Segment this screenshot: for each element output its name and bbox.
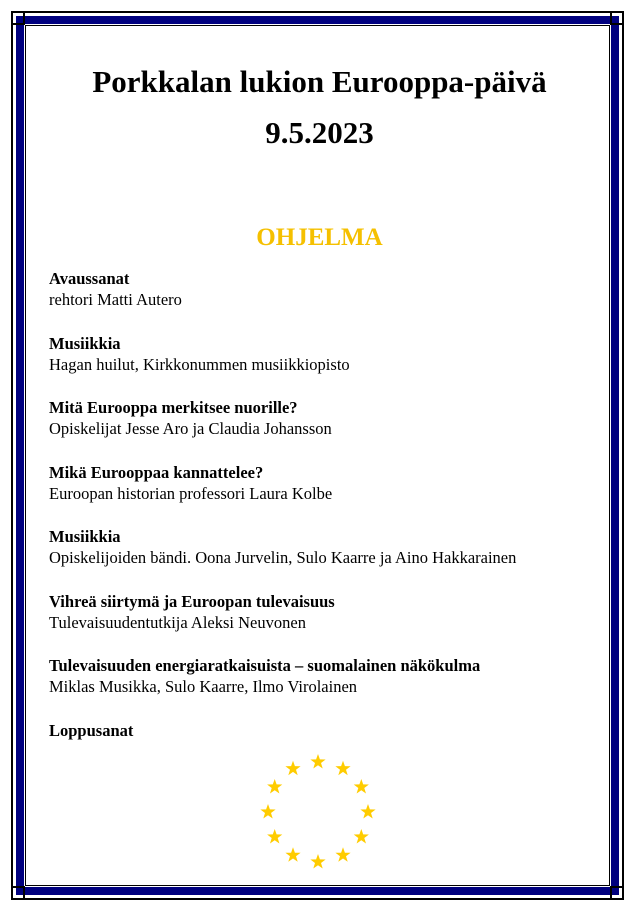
program-item-title: Musiikkia — [49, 527, 121, 546]
border-corner — [610, 11, 624, 25]
star-icon — [335, 847, 350, 862]
program-item-title: Vihreä siirtymä ja Euroopan tulevaisuus — [49, 591, 335, 611]
program-item-title: Tulevaisuuden energiaratkaisuista – suomalainen näkökulma — [49, 656, 481, 675]
program-item-detail: rehtori Matti Autero — [49, 290, 182, 309]
program-item — [49, 655, 516, 720]
star-icon — [260, 804, 275, 819]
document-title: Porkkalan lukion Eurooppa-päivä — [92, 64, 547, 99]
program-item — [49, 591, 516, 656]
star-icon — [267, 779, 282, 794]
program-item — [49, 526, 516, 591]
program-item — [49, 333, 516, 398]
program-heading: OHJELMA — [256, 224, 383, 251]
program-item-detail: Opiskelijoiden bändi. Oona Jurvelin, Sulo Kaarre ja Aino Hakkarainen — [49, 548, 517, 567]
star-icon — [310, 754, 325, 769]
program-item-title: Avaussanat — [49, 269, 130, 288]
program-item-title: Musiikkia — [49, 333, 121, 353]
program-item-detail: Euroopan historian professori Laura Kolbe — [49, 483, 333, 503]
program-item-title: Loppusanat — [49, 720, 134, 740]
event-date: 9.5.2023 — [265, 115, 374, 150]
border-corner — [610, 886, 624, 900]
program-list — [49, 268, 516, 784]
program-item — [49, 462, 516, 527]
star-icon — [335, 761, 350, 776]
program-item — [49, 268, 516, 333]
border-corner — [11, 11, 25, 25]
star-icon — [285, 847, 300, 862]
star-icon — [360, 804, 375, 819]
border-corner — [11, 886, 25, 900]
program-item-detail: Tulevaisuudentutkija Aleksi Neuvonen — [49, 612, 306, 632]
program-item — [49, 397, 516, 462]
program-item-title: Mikä Eurooppaa kannattelee? — [49, 462, 264, 482]
eu-stars-icon — [250, 745, 390, 880]
star-icon — [310, 854, 325, 869]
program-item-detail: Hagan huilut, Kirkkonummen musiikkiopisto — [49, 354, 350, 374]
star-icon — [285, 761, 300, 776]
program-item-title: Mitä Eurooppa merkitsee nuorille? — [49, 398, 298, 417]
star-icon — [354, 779, 369, 794]
star-icon — [354, 829, 369, 844]
star-icon — [267, 829, 282, 844]
program-item-detail: Opiskelijat Jesse Aro ja Claudia Johansson — [49, 419, 332, 438]
program-item-detail: Miklas Musikka, Sulo Kaarre, Ilmo Virolainen — [49, 677, 358, 696]
